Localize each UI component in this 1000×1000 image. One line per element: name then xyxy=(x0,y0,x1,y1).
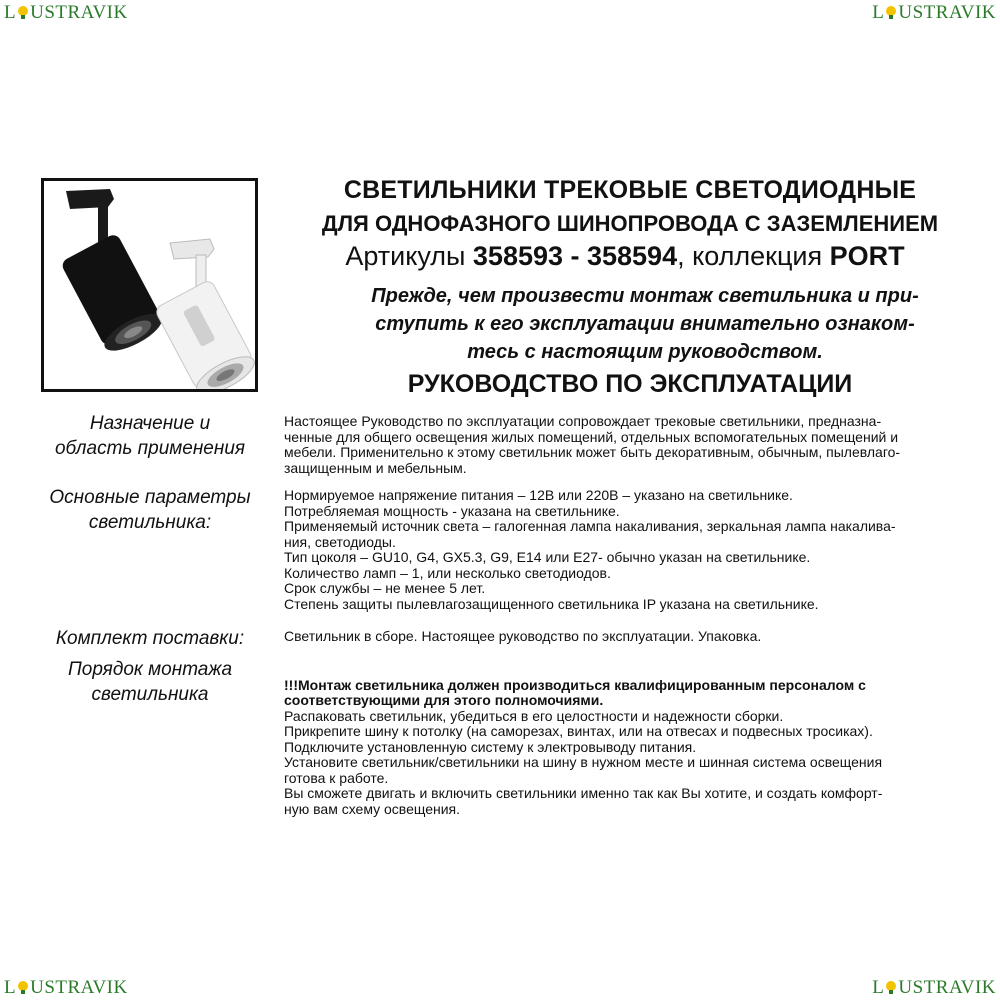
mount-section xyxy=(284,662,984,817)
black-spotlight xyxy=(60,189,167,358)
articles-line xyxy=(300,241,950,272)
logo-letter: L xyxy=(4,2,17,23)
manual-title: РУКОВОДСТВО ПО ЭКСПЛУАТАЦИИ xyxy=(407,370,853,398)
logo-letter: L xyxy=(4,977,17,998)
title-line-1: СВЕТИЛЬНИКИ ТРЕКОВЫЕ СВЕТОДИОДНЫЕ xyxy=(343,176,917,204)
mount-text: Распаковать светильник, убедиться в его целостности и надежности сборки. Прикрепите шину к потолку (на саморезах, винтах, или на отвесах и подвесных тросиках). Подключите установленную систему к электровыводу питания. Установите светильник/светильники на шину в нужном месте и шинная система освещения готова к работе. Вы сможете двигать и включить светильники именно так как Вы хотите, и создать комфорт- ную вам схему освещения. xyxy=(284,707,883,817)
purpose-text: Настоящее Руководство по эксплуатации сопровождает трековые светильники, предназна- ченные для общего освещения жилых помещений, отдельных вспомогательных помещений и мебели. Применительно к этому светильник может быть декоративным, обычным, пылевлаго- защищенным и мебельным. xyxy=(284,413,901,476)
params-text: Нормируемое напряжение питания – 12В или 220В – указано на светильнике. Потребляемая мощность - указана на светильнике. Применяемый источник света – галогенная лампа накаливания, зеркальная лампа накалива- ния, светодиоды. Тип цоколя – GU10, G4, GX5.3, G9, E14 или E27- обычно указан на светильнике. Количество ламп – 1, или несколько светодиодов. Срок службы – не менее 5 лет. Степень защиты пылевлагозащищенного светильника IP указана на светильнике. xyxy=(284,487,896,612)
collection-name: PORT xyxy=(829,241,905,271)
lightbulb-icon xyxy=(885,980,897,996)
logo-letter: L xyxy=(872,2,885,23)
logo-top-right xyxy=(872,3,996,22)
logo-text: USTRAVIK xyxy=(30,977,128,998)
product-photo xyxy=(41,178,258,392)
articles-prefix: Артикулы xyxy=(345,241,473,271)
logo-text: USTRAVIK xyxy=(898,2,996,23)
mount-warning-bold: !!!Монтаж светильника должен производиться квалифицированным персоналом с соответствующими для этого полномочиями. xyxy=(284,676,866,708)
logo-letter: L xyxy=(872,977,885,998)
article-numbers: 358593 - 358594 xyxy=(472,241,678,271)
kit-label: Комплект поставки: xyxy=(55,628,245,649)
safety-warning: Прежде, чем произвести монтаж светильника и при- ступить к его эксплуатации внимательно ознаком- тесь с настоящим руководством. xyxy=(371,285,919,363)
title-line-2: ДЛЯ ОДНОФАЗНОГО ШИНОПРОВОДА С ЗАЗЕМЛЕНИЕМ xyxy=(321,211,939,236)
lightbulb-icon xyxy=(17,5,29,21)
kit-text: Светильник в сборе. Настоящее руководство по эксплуатации. Упаковка. xyxy=(284,628,762,644)
purpose-label: Назначение и область применения xyxy=(54,413,246,459)
track-spotlights-illustration xyxy=(44,181,255,389)
mount-label: Порядок монтажа светильника xyxy=(67,659,233,705)
logo-bottom-left xyxy=(4,978,128,997)
articles-middle: , коллекция xyxy=(677,241,830,271)
lightbulb-icon xyxy=(17,980,29,996)
logo-text: USTRAVIK xyxy=(30,2,128,23)
logo-top-left xyxy=(4,3,128,22)
lightbulb-icon xyxy=(885,5,897,21)
logo-bottom-right xyxy=(872,978,996,997)
logo-text: USTRAVIK xyxy=(898,977,996,998)
white-spotlight xyxy=(154,239,255,389)
params-label: Основные параметры светильника: xyxy=(49,487,251,533)
